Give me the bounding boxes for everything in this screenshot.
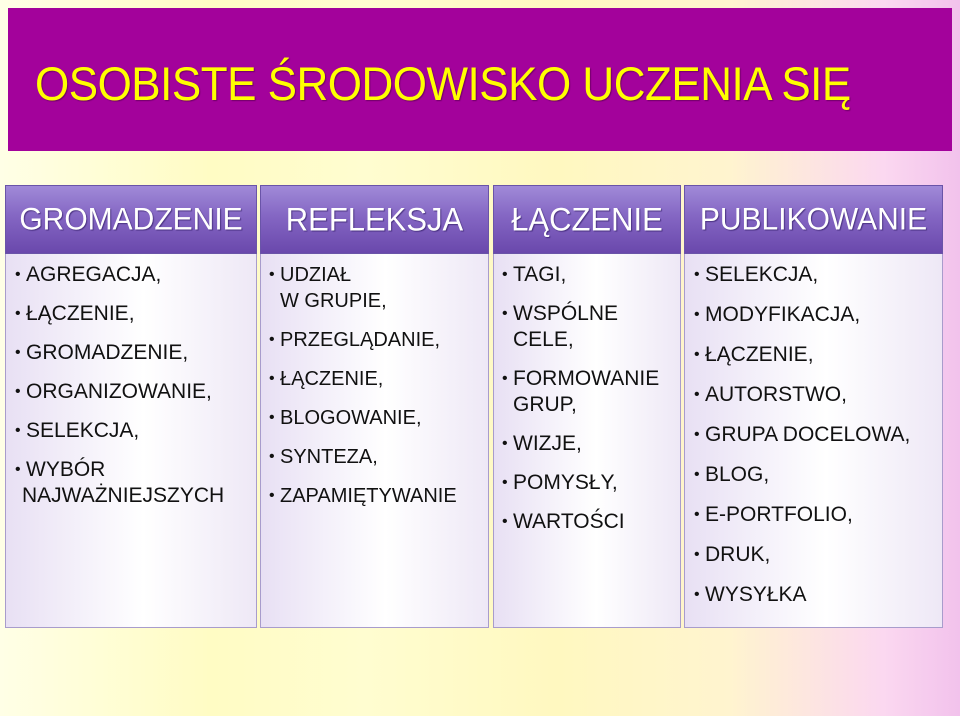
list-item [502,301,680,353]
bullet-icon: • [15,461,21,478]
bullet-icon: • [269,448,275,465]
list-item-text: AUTORSTWO, [705,383,847,406]
bullet-icon: • [502,370,508,387]
column-body [493,254,681,628]
list-item-text: FORMOWANIE [513,367,660,390]
list-item [269,444,488,470]
list-item-text: WYSYŁKA [705,583,807,606]
list-item [502,262,680,288]
list-item-text: UDZIAŁ [280,264,352,286]
list-item [694,542,942,568]
list-item [269,483,488,509]
title-banner [8,8,952,151]
bullet-icon: • [694,546,700,563]
column-gromadzenie [5,185,257,628]
bullet-icon: • [694,346,700,363]
column-publikowanie [684,185,943,628]
bullet-icon: • [502,266,508,283]
list-item-text: WIZJE, [513,432,582,455]
list-item-text: W GRUPIE, [280,290,387,312]
bullet-icon: • [269,266,275,283]
list-item [15,457,256,509]
bullet-icon: • [502,305,508,322]
list-item [694,342,942,368]
bullet-icon: • [15,383,21,400]
bullet-icon: • [269,370,275,387]
list-item-text: ŁĄCZENIE, [705,343,814,366]
list-item-text: WSPÓLNE [513,302,619,325]
list-item-text: E-PORTFOLIO, [705,503,853,526]
bullet-icon: • [694,466,700,483]
column-header-label: ŁĄCZENIE [511,200,663,238]
list-item-text: WARTOŚCI [513,510,625,533]
bullet-icon: • [269,487,275,504]
item-list [6,262,256,509]
list-item-text: GROMADZENIE, [26,341,189,364]
bullet-icon: • [694,426,700,443]
column-header-label: REFLEKSJA [285,200,464,238]
list-item [15,418,256,444]
column-header [493,185,681,254]
list-item [15,301,256,327]
list-item-text: BLOGOWANIE, [280,407,422,429]
column-header [5,185,257,254]
bullet-icon: • [269,331,275,348]
list-item-text: AGREGACJA, [26,263,162,286]
bullet-icon: • [269,409,275,426]
column-body [684,254,943,628]
list-item [502,509,680,535]
list-item [269,366,488,392]
list-item-text: SELEKCJA, [705,263,819,286]
list-item [694,302,942,328]
column-body [5,254,257,628]
column-laczenie [493,185,681,628]
list-item [269,327,488,353]
bullet-icon: • [694,266,700,283]
bullet-icon: • [502,474,508,491]
column-header-label: PUBLIKOWANIE [699,201,928,237]
bullet-icon: • [15,422,21,439]
bullet-icon: • [502,435,508,452]
list-item [502,470,680,496]
list-item [15,379,256,405]
item-list [261,262,488,509]
column-body [260,254,489,628]
column-header [684,185,943,254]
list-item [15,340,256,366]
list-item-text: GRUPA DOCELOWA, [705,423,911,446]
list-item-text: NAJWAŻNIEJSZYCH [22,484,225,507]
list-item-text: SYNTEZA, [280,446,378,468]
item-list [685,262,942,608]
bullet-icon: • [15,266,21,283]
bullet-icon: • [694,506,700,523]
bullet-icon: • [694,586,700,603]
list-item-text: SELEKCJA, [26,419,140,442]
list-item [502,431,680,457]
list-item-text: ŁĄCZENIE, [280,368,384,390]
list-item [694,422,942,448]
column-header-label: GROMADZENIE [19,201,243,237]
list-item-text: ZAPAMIĘTYWANIE [280,485,457,507]
list-item-text: PRZEGLĄDANIE, [280,329,441,351]
list-item [269,262,488,314]
bullet-icon: • [15,344,21,361]
list-item-text: POMYSŁY, [513,471,618,494]
list-item [269,405,488,431]
column-refleksja [260,185,489,628]
column-header [260,185,489,254]
list-item-text: TAGI, [513,263,567,286]
list-item-text: WYBÓR [26,458,106,481]
list-item-text: GRUP, [513,393,577,416]
bullet-icon: • [502,513,508,530]
list-item [694,462,942,488]
list-item-text: ORGANIZOWANIE, [26,380,212,403]
list-item [694,502,942,528]
list-item [694,262,942,288]
item-list [494,262,680,535]
bullet-icon: • [694,306,700,323]
list-item-text: DRUK, [705,543,771,566]
page-title: OSOBISTE ŚRODOWISKO UCZENIA SIĘ [35,58,851,111]
bullet-icon: • [15,305,21,322]
list-item-text: MODYFIKACJA, [705,303,861,326]
bullet-icon: • [694,386,700,403]
list-item-text: CELE, [513,328,574,351]
list-item [502,366,680,418]
list-item [694,582,942,608]
list-item [694,382,942,408]
list-item-text: ŁĄCZENIE, [26,302,135,325]
list-item-text: BLOG, [705,463,770,486]
list-item [15,262,256,288]
